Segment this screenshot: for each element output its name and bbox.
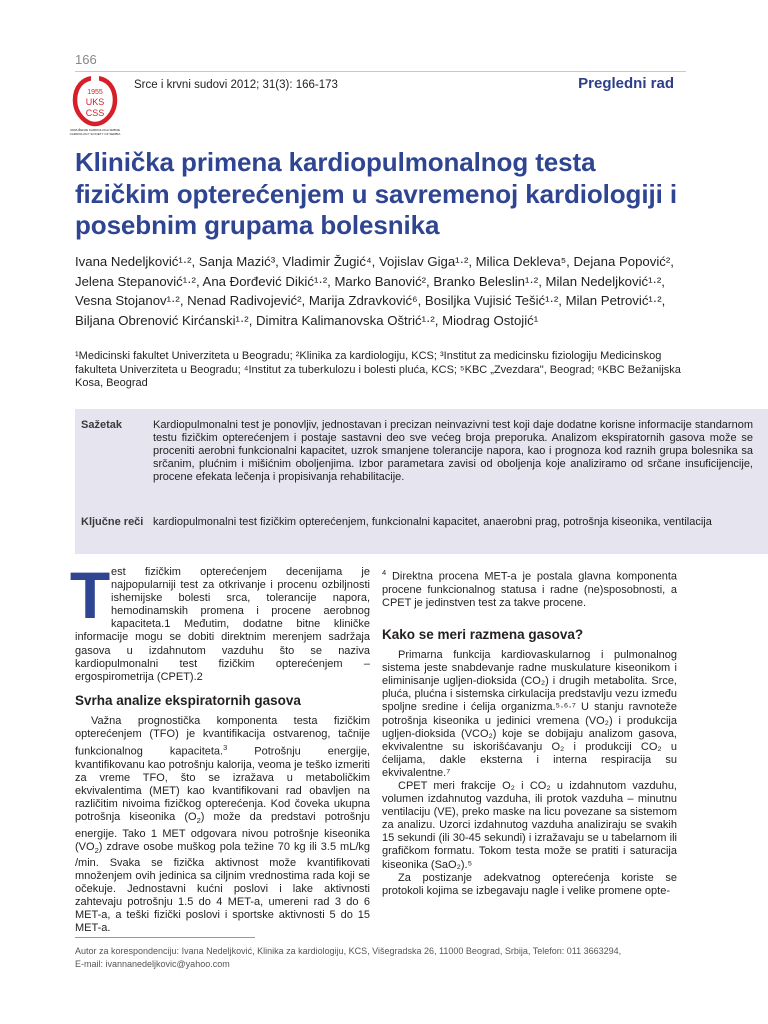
logo-caption1: UDRUŽENJE KARDIOLOGA SRBIJE [69,128,121,132]
left-column [69,558,370,935]
intro-paragraph: est fizičkim opterećenjem decenijama je najpopularniji test za otkrivanje i procenu ozbiljnosti ishemijske bolesti srca, tolerancije napora, hemodinamskih promena i procene aerobnog kapaciteta.1 Međutim, dodatne bitne kliničke informacije mogu se dobiti direktnim merenjem sadržaja gasova u izdahnutom vazduhu što se naziva kardiopulmonalni test fizičkim opterećenjem – ergospirometrija (CPET).2 [75,566,370,683]
abstract-box [75,409,768,554]
abstract-text: Kardiopulmonalni test je ponovljiv, jednostavan i precizan neinvazivni test koji daje dodatne korisne informacije standarnom testu fizičkim opterećenjem i postaje sastavni deo sve većeg broja preporuka. Analizom ekspiratornih gasova može se proceniti aerobni funkcionalni kapacitet, uzrok smanjene tolerancije napora, kao i prognoza kod raznih grupa bolesnika sa srčanim, plućnim i mišićnim oboljenjima. Izbor parametara zavisi od oboljenja koje analiziramo od srčane insuficijencije, procene efekata lečenja i propisivanja rehabilitacije. [153,419,753,484]
section-heading-purpose: Svrha analize ekspiratornih gasova [75,692,301,708]
correspondence-footer [75,945,635,970]
gas-exchange-paragraph-1: Primarna funkcija kardiovaskularnog i pulmonalnog sistema jeste snabdevanje radne muskulature kiseonikom i eliminisanje ugljen-dioksida (CO₂) i drugih metabolita. Srce, pluća, plućna i sistemska cirkulacija predstavlju vezu između spoljne sredine i ćelija organizma.⁵·⁶·⁷ U stanju ravnoteže potrošnja kiseonika u jedinici vremena (VO₂) i produkcija ugljen-dioksida (VCO₂) koje se dobijaju analizom gasova, ekvivalentne su iskorišćavanju O₂ i produkciji CO₂ u ćelijama, dakle eksterna i interna respiracija su ekvivalentne.⁷ [382,649,677,779]
correspondence-email: E-mail: ivannanedeljkovic@yahoo.com [75,958,230,969]
header-divider [75,71,686,72]
svg-text:T: T [69,558,111,632]
article-title: Klinička primena kardiopulmonalnog testa fizičkim opterećenjem u savremenoj kardiologiji i posebnim grupama bolesnika [75,147,677,240]
right-column [382,566,677,898]
logo-year: 1955 [87,89,103,96]
footer-divider [75,937,255,938]
page-number: 166 [75,52,97,67]
affiliations: ¹Medicinski fakultet Univerziteta u Beogradu; ²Klinika za kardiologiju, KCS; ³Institut za medicinsku fiziologiju Medicinskog fakulteta Univerziteta u Beogradu; ⁴Institut za tuberkulozu i bolesti pluća, KCS; ⁵KBC „Zvezdara", Beograd; ⁶KBC Bežanijska Kosa, Beograd [75,350,681,389]
logo-caption2: CARDIOLOGY SOCIETY OF SERBIA [69,132,121,136]
logo-line2: CSS [85,108,105,118]
keywords-label: Ključne reči [81,516,144,528]
logo-line1: UKS [85,97,105,107]
section-heading-gas-exchange: Kako se meri razmena gasova? [382,626,584,642]
author-list: Ivana Nedeljković¹·², Sanja Mazić³, Vladimir Žugić⁴, Vojislav Giga¹·², Milica Dekleva⁵, Dejana Popović², Jelena Stepanović¹·², Ana Đorđević Dikić¹·², Marko Banović², Branko Beleslin¹·², Milan Nedeljković¹·², Vesna Stojanov¹·², Nenad Radivojević², Marija Zdravković⁶, Bosiljka Vujisić Tešić¹·², Milan Petrović¹·², Biljana Obrenović Kirćanski¹·², Dimitra Kalimanovska Oštrić¹·², Miodrag Ostojić¹ [75,254,674,328]
drop-cap [69,558,111,632]
article-category: Pregledni rad [578,75,674,92]
society-logo [69,74,121,138]
purpose-paragraph-part1: Važna prognostička komponenta testa fizičkim opterećenjem (TFO) je kvantifikacija ostvarenog, tačnije funkcionalnog kapaciteta.$^3$ Potrošnju energije, kvantifikovanu kao potrošnju kalorija, veoma je teško izmeriti za vreme TFO, što se izražava u metaboličkim ekvivalentima (MET) kao kvantifikovani rad obavljen na različitim nivoima fizičkog opterećenja. Kod čoveka ukupna potrošnja kiseonika $(O_2)$ može da predstavi potrošnju energije. Tako 1 MET odgovara nivou potrošnje kiseonika $(VO_2)$ zdrave osobe muškog pola težine 70 kg ili 3.5 mL/kg /min. Svaka se fizička aktivnost može kvantifikovati množenjem ovih jedinica sa ciljnim vrednostima rada koji se očekuje. Jednostavni kućni poslovi i lake aktivnosti zahtevaju potrošnju 1.5 do 4 MET-a, umereni rad 3 do 6 MET-a, a teški fizički poslovi i sportske aktivnosti 5 do 15 MET-a. [75,714,370,935]
gas-exchange-paragraph-2: CPET meri frakcije O₂ i CO₂ u izdahnutom vazduhu, volumen izdahnutog vazduha, ili protok vazduha – minutnu ventilaciju (VE), preko maske na licu povezane sa sistemom za analizu. Uzorci izdahnutog vazduha analiziraju se svakih 15 sekundi (ili 30-45 sekundi) i izražavaju se u tabelarnom ili grafičkom formatu. Tokom testa može se pratiti i saturacija kiseonika (SaO₂).⁵ [382,779,677,871]
keywords-text: kardiopulmonalni test fizičkim opterećenjem, funkcionalni kapacitet, anaerobni prag, potrošnja kiseonika, ventilacija [153,516,712,528]
purpose-paragraph-part2: $^4$ Direktna procena MET-a je postala glavna komponenta procene funkcionalnog statusa i radne (ne)sposobnosti, a CPET je jedinstven test za takve procene. [382,568,677,609]
gas-exchange-paragraph-3: Za postizanje adekvatnog opterećenja koriste se protokoli kojima se izbegavaju nagle i velike promene opte- [382,871,677,897]
journal-citation: Srce i krvni sudovi 2012; 31(3): 166-173 [134,79,338,91]
abstract-label: Sažetak [81,419,122,431]
correspondence-address: Autor za korespondenciju: Ivana Nedeljković, Klinika za kardiologiju, KCS, Višegradska 26, 11000 Beograd, Srbija, Telefon: 011 3663294, [75,946,622,956]
